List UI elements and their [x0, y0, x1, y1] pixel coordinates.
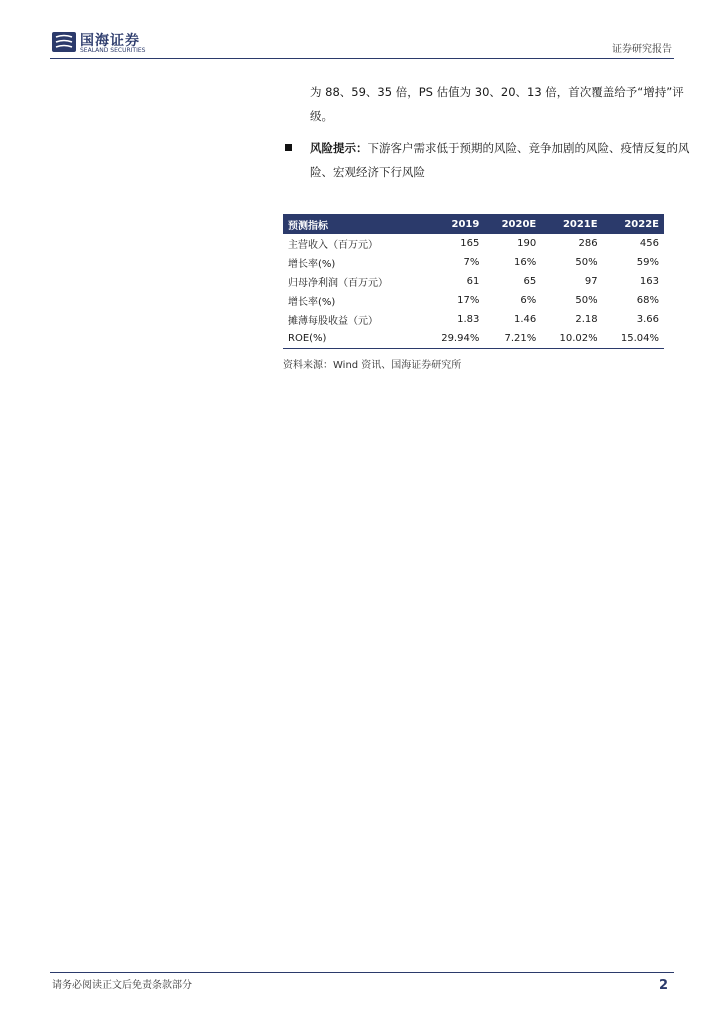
table-cell: 286 — [578, 238, 598, 249]
table-cell: 61 — [466, 276, 480, 287]
footer-disclaimer: 请务必阅读正文后免责条款部分 — [52, 980, 192, 991]
table-cell: 2.18 — [575, 314, 598, 325]
logo-english-name: SEALAND SECURITIES — [80, 47, 146, 54]
table-cell: 15.04% — [603, 329, 664, 349]
table-cell: 3.66 — [636, 314, 659, 325]
table-cell: 97 — [584, 276, 598, 287]
table-row — [283, 291, 664, 310]
table-cell: 1.46 — [514, 314, 537, 325]
table-cell: 归母净利润（百万元） — [288, 278, 388, 289]
table-row — [283, 310, 664, 329]
table-cell: 7% — [463, 257, 480, 268]
table-cell: 29.94% — [423, 329, 484, 349]
table-row — [283, 253, 664, 272]
table-cell: 190 — [517, 238, 537, 249]
table-cell: 165 — [460, 238, 480, 249]
logo-chinese-name: 国海证券 — [80, 33, 140, 49]
valuation-paragraph: 为 88、59、35 倍，PS 估值为 30、20、13 倍，首次覆盖给予“增持”评级。 — [310, 85, 684, 123]
sealand-logo-icon — [52, 32, 76, 52]
table-cell: 50% — [575, 257, 598, 268]
table-row — [283, 329, 664, 349]
table-cell: 7.21% — [484, 329, 541, 349]
table-cell: 68% — [636, 295, 659, 306]
risk-title: 风险提示： — [310, 141, 368, 155]
report-type-label: 证券研究报告 — [612, 44, 672, 55]
bullet-square-icon — [285, 144, 292, 151]
footer-divider — [50, 972, 674, 973]
table-cell: 10.02% — [541, 329, 602, 349]
table-cell: 增长率(%) — [288, 259, 336, 270]
table-cell: 50% — [575, 295, 598, 306]
table-header-cell: 2019 — [423, 214, 484, 234]
risk-text: 下游客户需求低于预期的风险、竞争加剧的风险、疫情反复的风险、宏观经济下行风险 — [310, 141, 690, 179]
risk-paragraph — [310, 136, 690, 184]
table-header-cell: 2021E — [541, 214, 602, 234]
forecast-table — [283, 214, 664, 349]
table-cell: 主营收入（百万元） — [288, 240, 378, 251]
table-row — [283, 272, 664, 291]
table-cell: ROE(%) — [283, 329, 423, 349]
table-source-note: 资料来源：Wind 资讯、国海证券研究所 — [283, 360, 462, 371]
table-header-cell: 2020E — [484, 214, 541, 234]
table-cell: 16% — [514, 257, 537, 268]
table-cell: 59% — [636, 257, 659, 268]
table-cell: 456 — [639, 238, 659, 249]
table-header-cell: 预测指标 — [283, 214, 423, 234]
table-cell: 6% — [520, 295, 537, 306]
table-row — [283, 234, 664, 253]
table-cell: 163 — [639, 276, 659, 287]
table-cell: 65 — [523, 276, 537, 287]
page-header — [50, 30, 674, 59]
table-header-cell: 2022E — [603, 214, 664, 234]
table-cell: 摊薄每股收益（元） — [288, 316, 378, 327]
page-number: 2 — [658, 978, 668, 993]
table-cell: 增长率(%) — [288, 297, 336, 308]
table-cell: 17% — [457, 295, 480, 306]
table-header-row — [283, 214, 664, 234]
table-cell: 1.83 — [457, 314, 480, 325]
